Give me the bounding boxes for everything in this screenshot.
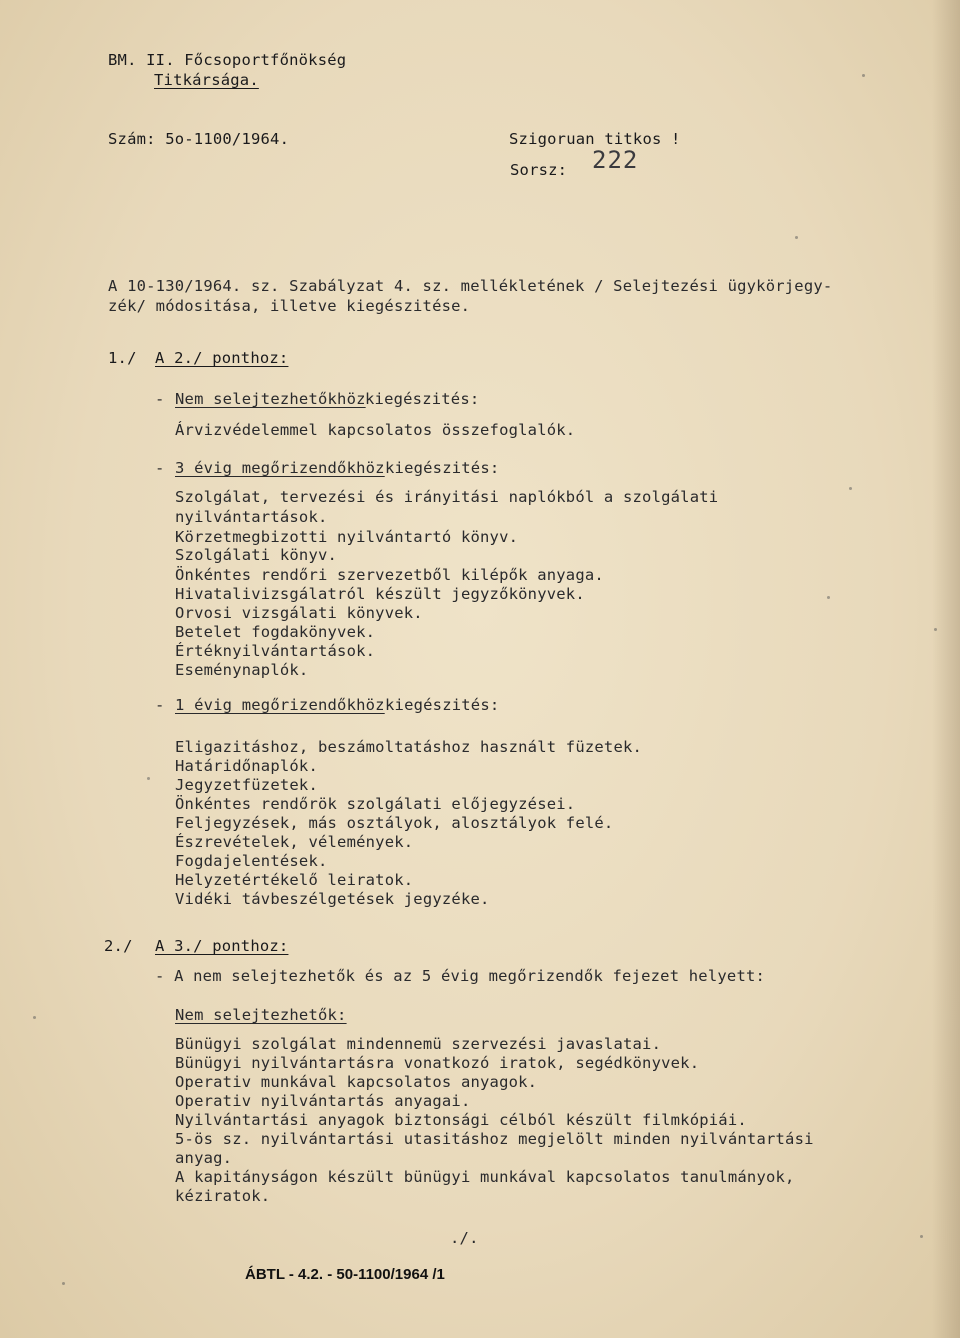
section-2-number: 2./ bbox=[104, 937, 133, 955]
subject-line-2: zék/ módositása, illetve kiegészitése. bbox=[108, 297, 471, 315]
list-item: Észrevételek, vélemények. bbox=[175, 833, 414, 851]
list-item: Vidéki távbeszélgetések jegyzéke. bbox=[175, 890, 490, 908]
list-item: anyag. bbox=[175, 1149, 233, 1167]
sub-heading-1-year: 1 évig megőrizendőkhöz bbox=[175, 696, 385, 714]
speck bbox=[147, 777, 150, 780]
list-item: Árvizvédelemmel kapcsolatos összefoglalók. bbox=[175, 421, 576, 439]
list-item: Értéknyilvántartások. bbox=[175, 642, 376, 660]
list-item: Orvosi vizsgálati könyvek. bbox=[175, 604, 423, 622]
list-item: Szolgálati könyv. bbox=[175, 546, 338, 564]
header-org: BM. II. Főcsoportfőnökség bbox=[108, 51, 347, 69]
list-item: kéziratok. bbox=[175, 1187, 271, 1205]
serial-number: 222 bbox=[592, 146, 639, 174]
section-2-heading: A 3./ ponthoz: bbox=[155, 937, 289, 955]
continuation-mark: ./. bbox=[450, 1229, 479, 1247]
list-item: Eligazitáshoz, beszámoltatáshoz használt füzetek. bbox=[175, 738, 643, 756]
list-item: Helyzetértékelő leiratok. bbox=[175, 871, 414, 889]
sub-heading-dash: - bbox=[155, 390, 165, 408]
page-edge-shadow bbox=[932, 0, 960, 1338]
list-item: Operativ nyilvántartás anyagai. bbox=[175, 1092, 471, 1110]
speck bbox=[33, 1016, 36, 1019]
list-item: Határidőnaplók. bbox=[175, 757, 318, 775]
list-item: Feljegyzések, más osztályok, alosztályok felé. bbox=[175, 814, 614, 832]
list-item: nyilvántartások. bbox=[175, 508, 328, 526]
list-item: Nyilvántartási anyagok biztonsági célból készült filmkópiái. bbox=[175, 1111, 747, 1129]
list-item: Bünügyi szolgálat mindennemü szervezési javaslatai. bbox=[175, 1035, 662, 1053]
speck bbox=[827, 596, 830, 599]
list-item: Jegyzetfüzetek. bbox=[175, 776, 318, 794]
sub-heading-1-year-suffix: kiegészités: bbox=[385, 696, 500, 714]
serial-label: Sorsz: bbox=[510, 161, 568, 179]
section-1-number: 1./ bbox=[108, 349, 137, 367]
doc-number: Szám: 5o-1100/1964. bbox=[108, 130, 290, 148]
sub-heading-not-disposable-suffix: kiegészités: bbox=[365, 390, 480, 408]
sub-heading-dash: - bbox=[155, 696, 165, 714]
list-item: Önkéntes rendőrök szolgálati előjegyzései. bbox=[175, 795, 576, 813]
sub-heading-3-years: 3 évig megőrizendőkhöz bbox=[175, 459, 385, 477]
sub-heading-dash: - bbox=[155, 459, 165, 477]
list-item: 5-ös sz. nyilvántartási utasitáshoz megjelölt minden nyilvántartási bbox=[175, 1130, 814, 1148]
speck bbox=[795, 236, 798, 239]
sub-heading-not-disposable: Nem selejtezhetőkhöz bbox=[175, 390, 366, 408]
sub-heading-not-disposable-2: Nem selejtezhetők: bbox=[175, 1006, 347, 1024]
speck bbox=[862, 74, 865, 77]
list-item: Körzetmegbizotti nyilvántartó könyv. bbox=[175, 528, 519, 546]
list-item: Eseménynaplók. bbox=[175, 661, 309, 679]
speck bbox=[849, 487, 852, 490]
section-1-heading: A 2./ ponthoz: bbox=[155, 349, 289, 367]
list-item: Betelet fogdakönyvek. bbox=[175, 623, 376, 641]
speck bbox=[62, 1282, 65, 1285]
list-item: A kapitányságon készült bünügyi munkával kapcsolatos tanulmányok, bbox=[175, 1168, 795, 1186]
list-item: Bünügyi nyilvántartásra vonatkozó iratok, segédkönyvek. bbox=[175, 1054, 700, 1072]
speck bbox=[920, 1235, 923, 1238]
speck bbox=[934, 628, 937, 631]
section-2-intro: - A nem selejtezhetők és az 5 évig megőrizendők fejezet helyett: bbox=[155, 967, 766, 985]
list-item: Hivatalivizsgálatról készült jegyzőkönyvek. bbox=[175, 585, 585, 603]
list-item: Önkéntes rendőri szervezetből kilépők anyaga. bbox=[175, 566, 604, 584]
archive-reference: ÁBTL - 4.2. - 50-1100/1964 /1 bbox=[245, 1266, 445, 1283]
header-office: Titkársága. bbox=[154, 71, 259, 89]
list-item: Operativ munkával kapcsolatos anyagok. bbox=[175, 1073, 538, 1091]
subject-line-1: A 10-130/1964. sz. Szabályzat 4. sz. mellékletének / Selejtezési ügykörjegy- bbox=[108, 277, 833, 295]
list-item: Szolgálat, tervezési és irányitási naplókból a szolgálati bbox=[175, 488, 719, 506]
sub-heading-3-years-suffix: kiegészités: bbox=[385, 459, 500, 477]
list-item: Fogdajelentések. bbox=[175, 852, 328, 870]
classification: Szigoruan titkos ! bbox=[509, 130, 681, 148]
